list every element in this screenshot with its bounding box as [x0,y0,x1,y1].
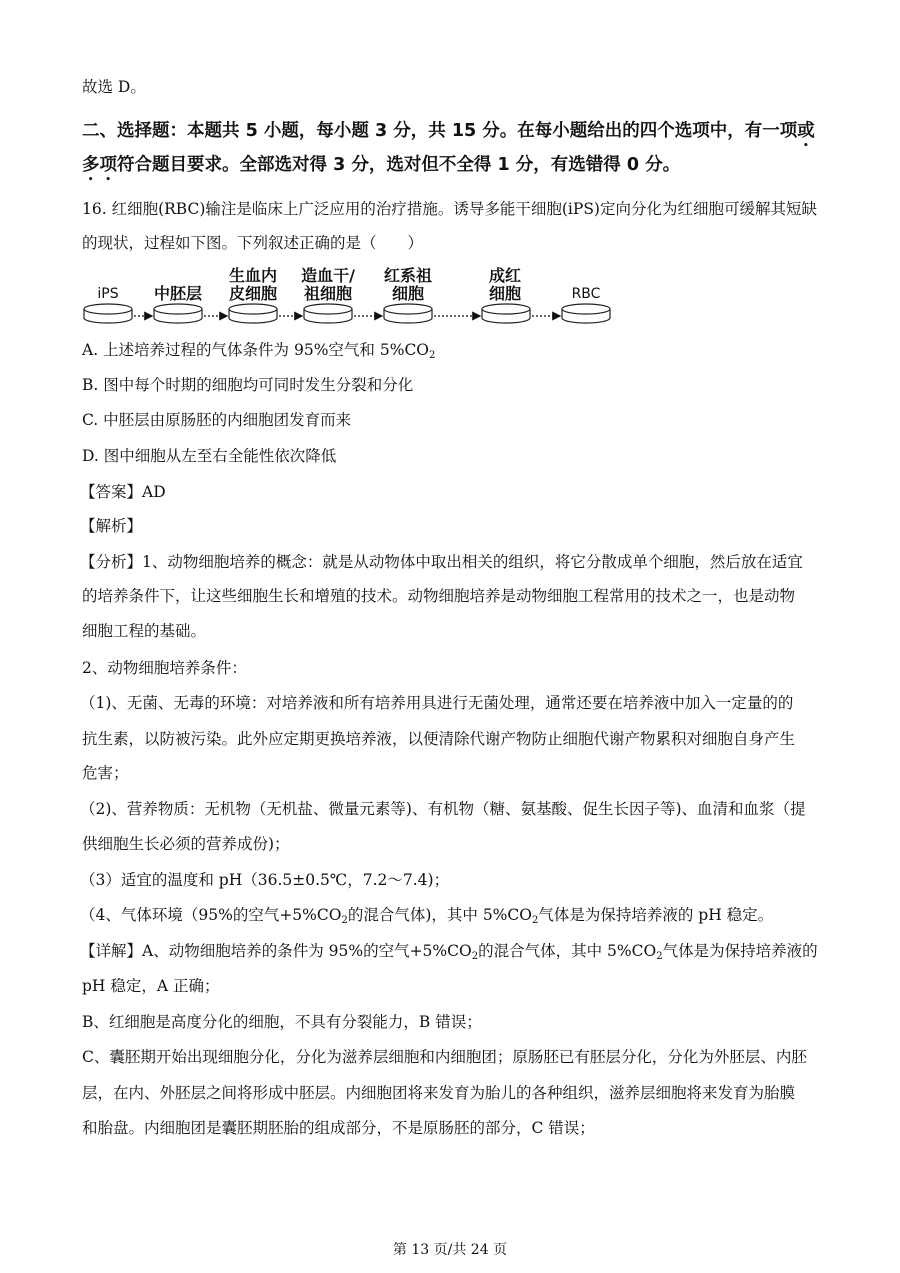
text-line: 危害； [82,764,129,782]
option-a: A. 上述培养过程的气体条件为 95%空气和 $5\%CO_2$ [82,341,436,361]
question-text: 的现状，过程如下图。下列叙述正确的是（ ） [82,234,424,252]
option-c: C. 中胚层由原肠胚的内细胞团发育而来 [82,411,352,429]
text-line: 的培养条件下，让这些细胞生长和增殖的技术。动物细胞培养是动物细胞工程常用的技术之一，也是动物 [82,587,796,605]
stage-label: 红系祖 细胞 [383,266,432,303]
stage-label: iPS [97,286,119,302]
culture-dish [482,304,530,323]
text-line: 细胞工程的基础。 [82,622,207,640]
question-text: 16. 红细胞(RBC)输注是临床上广泛应用的治疗措施。诱导多能干细胞(iPS)定向分化为红细胞可缓解其短缺 [82,200,817,218]
stage-label: 生血内 皮细胞 [228,266,277,303]
culture-dish [304,304,352,323]
culture-dish [84,304,132,323]
text-line: （4、气体环境（95%的空气$+5\%CO_2$的混合气体)，其中 $5\%CO_2$气体是为保持培养液的 pH 稳定。 [80,906,774,926]
process-diagram [82,265,622,335]
culture-dish [229,304,277,323]
text-line: （3）适宜的温度和 pH（36.5±0.5℃，7.2～7.4)； [80,871,450,889]
option-d: D. 图中细胞从左至右全能性依次降低 [82,447,337,465]
text-line: 2、动物细胞培养条件： [82,659,247,677]
culture-dish [562,304,610,323]
page-footer: 第 13 页/共 24 页 [392,1242,508,1258]
option-b: B. 图中每个时期的细胞均可同时发生分裂和分化 [82,376,414,394]
text-line: 层，在内、外胚层之间将形成中胚层。内细胞团将来发育为胎儿的各种组织，滋养层细胞将来发育为胎膜 [82,1084,796,1102]
analysis-heading: 【解析】 [80,517,143,535]
stage-label: RBC [571,286,601,302]
answer: 【答案】AD [80,483,166,501]
text-line: pH 稳定，A 正确； [82,977,220,995]
stage-label: 成红 细胞 [488,266,521,303]
stage-label: 中胚层 [153,284,202,303]
text-line: 【分析】1、动物细胞培养的概念：就是从动物体中取出相关的组织，将它分散成单个细胞，然后放在适宜 [80,553,803,571]
text-line: 抗生素，以防被污染。此外应定期更换培养液，以便清除代谢产物防止细胞代谢产物累积对细胞自身产生 [82,730,796,748]
text-line: 【详解】A、动物细胞培养的条件为 95%的空气$+5\%CO_2$的混合气体，其中 $5\%CO_2$气体是为保持培养液的 [80,942,818,962]
text-line: B、红细胞是高度分化的细胞，不具有分裂能力，B 错误； [82,1013,482,1031]
culture-dish [384,304,432,323]
section-heading: 二、选择题：本题共 5 小题，每小题 3 分，共 15 分。在每小题给出的四个选项中，有一项或 [82,121,815,141]
diagram-graphics [82,265,622,335]
text-line: （1)、无菌、无毒的环境：对培养液和所有培养用具进行无菌处理，通常还要在培养液中加入一定量的的 [80,694,794,712]
section-heading-cont: 多项符合题目要求。全部选对得 3 分，选对但不全得 1 分，有选错得 0 分。 [82,155,681,175]
text-line: 供细胞生长必须的营养成份)； [82,835,290,853]
stage-label: 造血干/ 祖细胞 [301,266,355,303]
culture-dish [154,304,202,323]
text-line: （2)、营养物质：无机物（无机盐、微量元素等)、有机物（糖、氨基酸、促生长因子等)、血清和血浆（提 [80,800,806,818]
text-line: 和胎盘。内细胞团是囊胚期胚胎的组成部分，不是原肠胚的部分，C 错误； [82,1119,595,1137]
text-line: C、囊胚期开始出现细胞分化，分化为滋养层细胞和内细胞团；原肠胚已有胚层分化，分化为外胚层、内胚 [82,1048,807,1066]
text-line: 故选 D。 [82,78,146,96]
